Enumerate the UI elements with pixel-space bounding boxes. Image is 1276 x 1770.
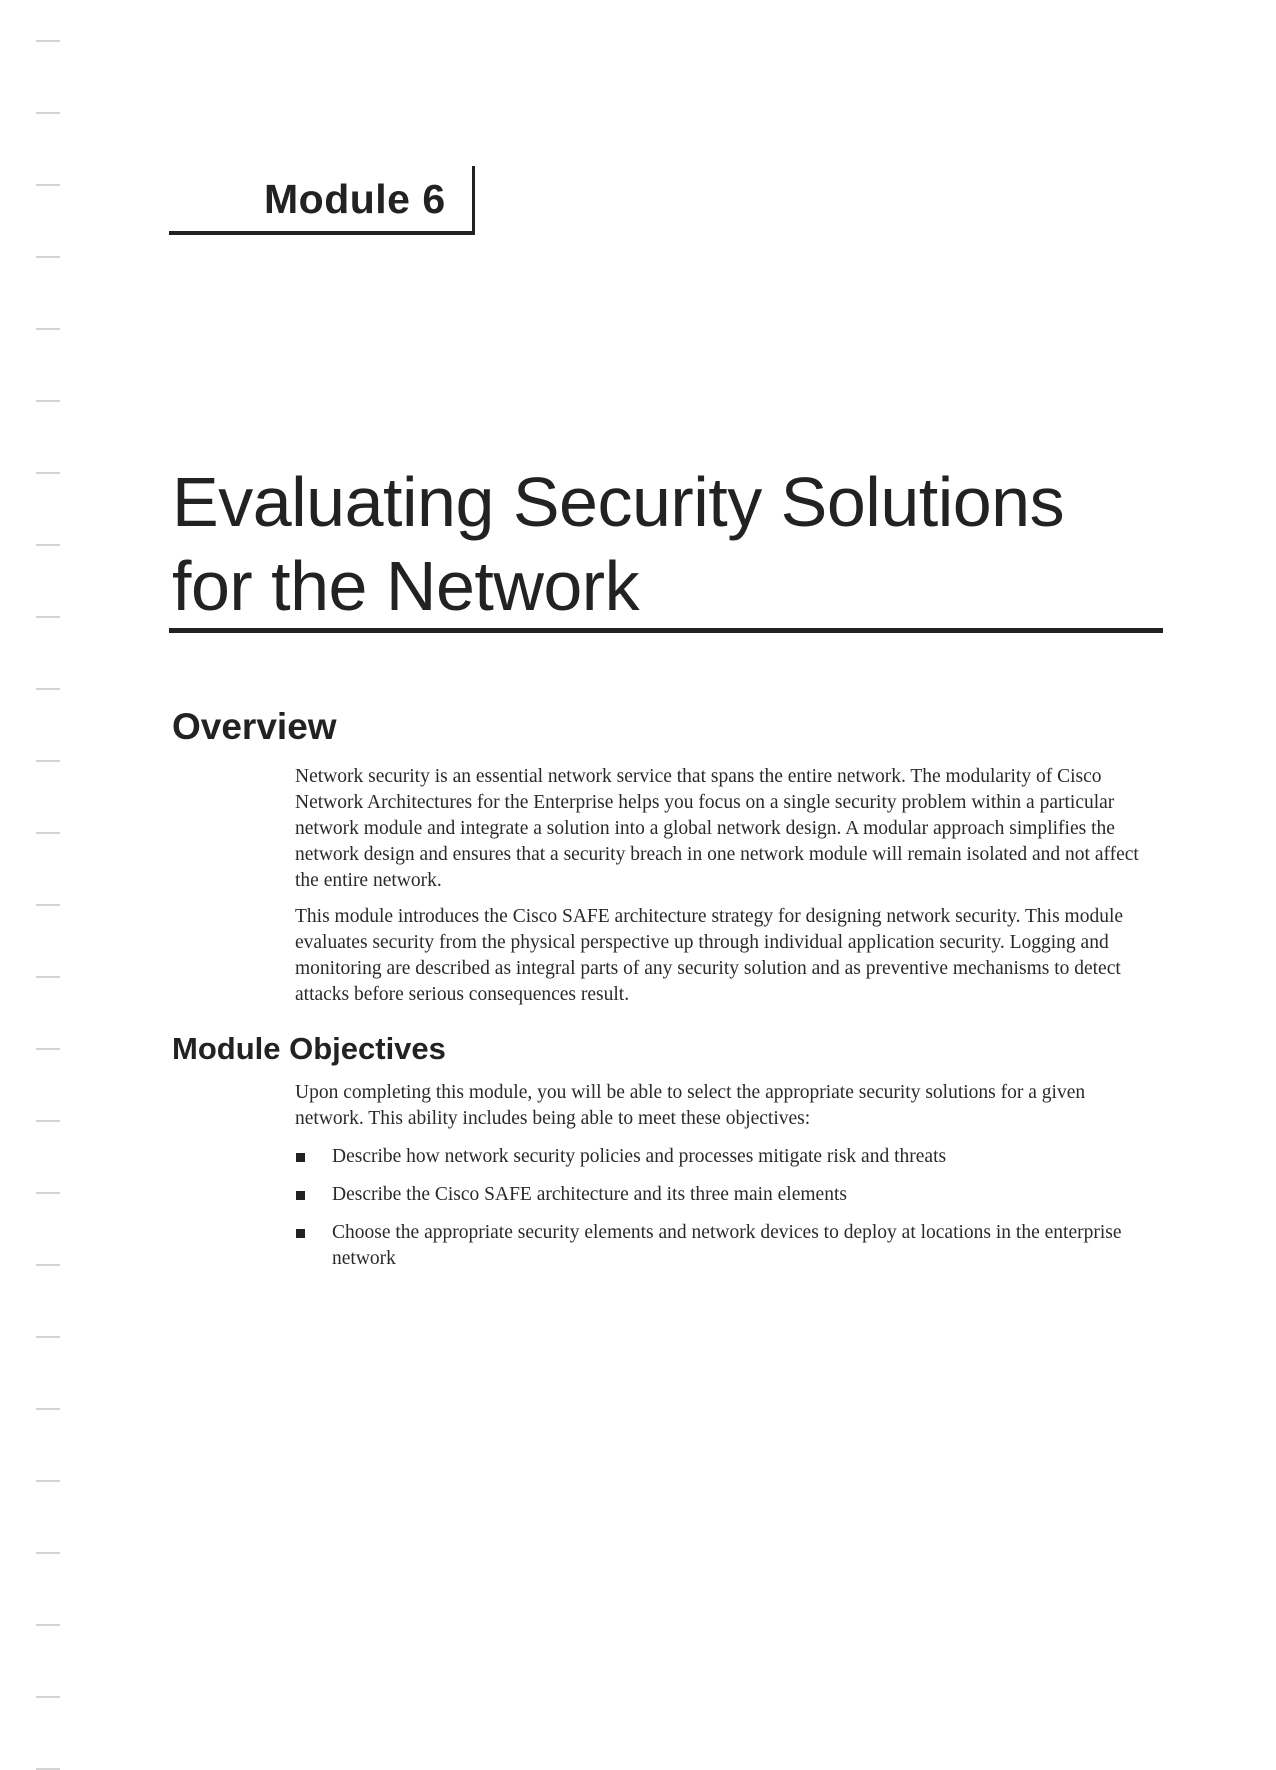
- chapter-title-line-2: for the Network: [172, 547, 640, 625]
- objectives-list: [295, 1144, 1157, 1272]
- objective-text: Describe the Cisco SAFE architecture and its three main elements: [332, 1184, 847, 1205]
- binding-mark: [36, 1408, 60, 1410]
- module-label: Module 6: [264, 176, 446, 222]
- binding-mark: [36, 832, 60, 834]
- binding-mark: [36, 1480, 60, 1482]
- binding-mark: [36, 688, 60, 690]
- binding-mark: [36, 976, 60, 978]
- overview-body: [295, 764, 1157, 1018]
- binding-mark: [36, 904, 60, 906]
- binding-margin-marks: [36, 40, 66, 1720]
- binding-mark: [36, 256, 60, 258]
- square-bullet-icon: [296, 1191, 305, 1200]
- objectives-intro: Upon completing this module, you will be able to select the appropriate security solutions for a given network. This ability includes being able to meet these objectives:: [295, 1082, 1086, 1129]
- module-label-divider: [472, 166, 475, 235]
- binding-mark: [36, 1336, 60, 1338]
- binding-mark: [36, 1696, 60, 1698]
- overview-paragraph-1: Network security is an essential network service that spans the entire network. The modularity of Cisco Network Architectures for the Enterprise helps you focus on a single security problem within a particular network module and integrate a solution into a global network design. A modular approach simplifies the network design and ensures that a security breach in one network module will remain isolated and not affect the entire network.: [295, 766, 1139, 891]
- module-objectives-body: [295, 1080, 1157, 1284]
- binding-mark: [36, 472, 60, 474]
- objective-text: Choose the appropriate security elements and network devices to deploy at locations in the enterprise network: [332, 1222, 1122, 1269]
- binding-mark: [36, 1624, 60, 1626]
- overview-paragraph-2: This module introduces the Cisco SAFE architecture strategy for designing network security. This module evaluates security from the physical perspective up through individual application security. Logging and monitoring are described as integral parts of any security solution and as preventive mechanisms to detect attacks before serious consequences result.: [295, 906, 1124, 1005]
- chapter-title-rule: [169, 628, 1163, 633]
- square-bullet-icon: [296, 1153, 305, 1162]
- binding-mark: [36, 1120, 60, 1122]
- objective-item: [295, 1144, 1157, 1170]
- objective-item: [295, 1182, 1157, 1208]
- square-bullet-icon: [296, 1229, 305, 1238]
- binding-mark: [36, 616, 60, 618]
- binding-mark: [36, 184, 60, 186]
- binding-mark: [36, 112, 60, 114]
- chapter-title-line-1: Evaluating Security Solutions: [172, 463, 1065, 541]
- module-objectives-heading: Module Objectives: [172, 1031, 446, 1066]
- binding-mark: [36, 1264, 60, 1266]
- chapter-title: [172, 460, 1172, 628]
- binding-mark: [36, 400, 60, 402]
- binding-mark: [36, 40, 60, 42]
- objective-text: Describe how network security policies and processes mitigate risk and threats: [332, 1146, 947, 1167]
- overview-heading: Overview: [172, 706, 337, 747]
- binding-mark: [36, 328, 60, 330]
- objective-item: [295, 1220, 1157, 1272]
- binding-mark: [36, 1192, 60, 1194]
- binding-mark: [36, 760, 60, 762]
- binding-mark: [36, 1552, 60, 1554]
- binding-mark: [36, 1048, 60, 1050]
- module-label-underline: [169, 231, 475, 235]
- binding-mark: [36, 544, 60, 546]
